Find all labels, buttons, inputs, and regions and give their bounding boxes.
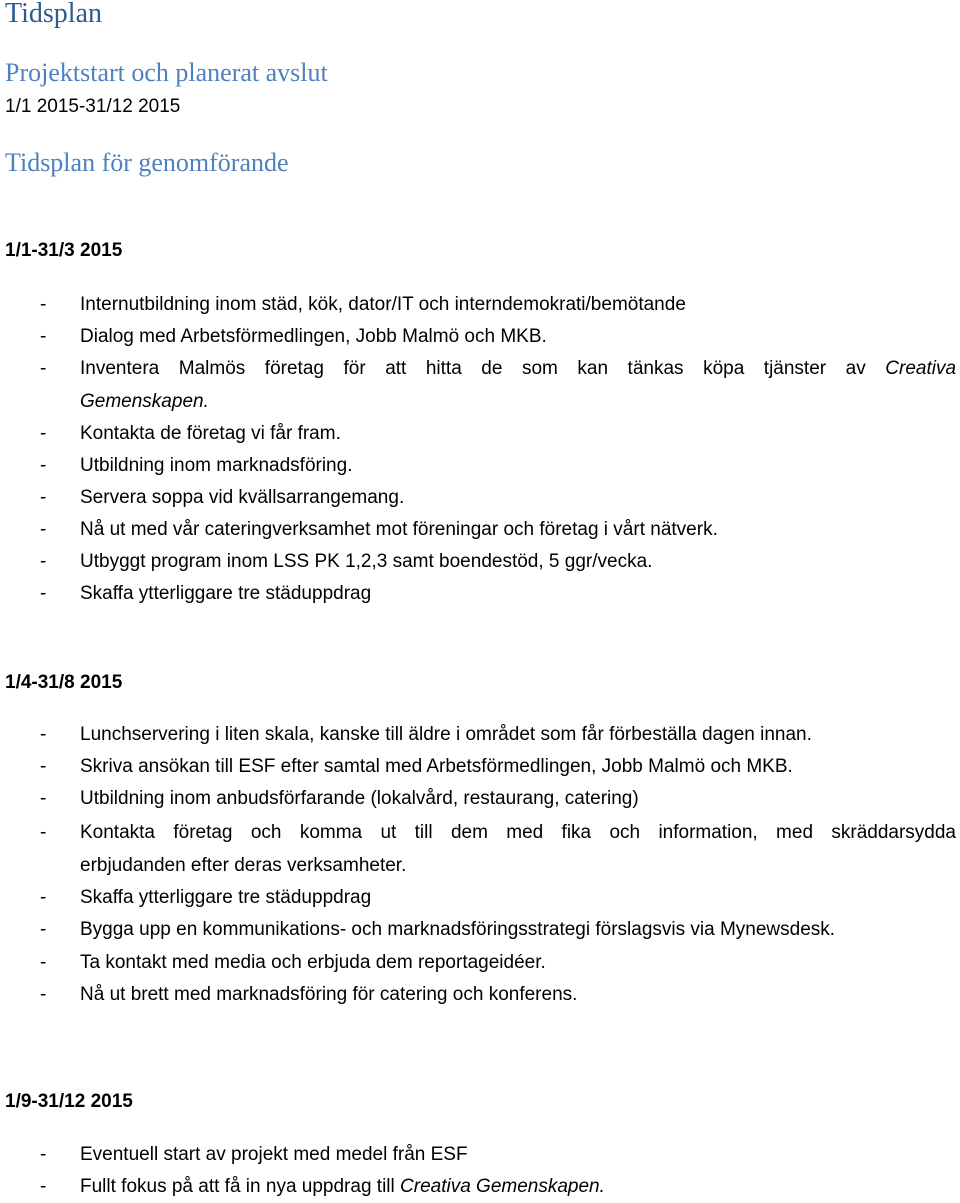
phase-1-item-text: Inventera Malmös företag för att hitta de som kan tänkas köpa tjänster av — [80, 358, 866, 379]
bullet-dash: - — [40, 1144, 47, 1165]
bullet-dash: - — [40, 583, 47, 604]
phase-2-title: 1/4-31/8 2015 — [5, 672, 123, 693]
phase-1-item: Utbildning inom marknadsföring. — [80, 455, 353, 476]
phase-2-item: Bygga upp en kommunikations- och marknadsföringsstrategi förslagsvis via Mynewsdesk. — [80, 919, 836, 940]
phase-1-item — [80, 353, 956, 417]
bullet-dash: - — [40, 487, 47, 508]
schedule-heading: Tidsplan för genomförande — [5, 148, 289, 177]
phase-2-item: Utbildning inom anbudsförfarande (lokalvård, restaurang, catering) — [80, 788, 639, 809]
bullet-dash: - — [40, 756, 47, 777]
phase-3-item-italic: Creativa Gemenskapen. — [400, 1176, 605, 1197]
phase-2-item-continuation: erbjudanden efter deras verksamheter. — [80, 855, 407, 876]
phase-1-item-italic: Gemenskapen. — [80, 391, 209, 412]
phase-1-item: Dialog med Arbetsförmedlingen, Jobb Malmö och MKB. — [80, 326, 547, 347]
phase-2-item: Nå ut brett med marknadsföring för catering och konferens. — [80, 984, 578, 1005]
phase-1-item: Utbyggt program inom LSS PK 1,2,3 samt boendestöd, 5 ggr/vecka. — [80, 551, 653, 572]
page-title: Tidsplan — [5, 0, 103, 29]
phase-3-title: 1/9-31/12 2015 — [5, 1091, 133, 1112]
bullet-dash: - — [40, 519, 47, 540]
phase-1-item: Servera soppa vid kvällsarrangemang. — [80, 487, 405, 508]
phase-1-item-continuation — [80, 389, 209, 415]
bullet-dash: - — [40, 1176, 47, 1197]
phase-1-item: Nå ut med vår cateringverksamhet mot föreningar och företag i vårt nätverk. — [80, 519, 718, 540]
bullet-dash: - — [40, 724, 47, 745]
phase-2-item: Lunchservering i liten skala, kanske till äldre i området som får förbeställa dagen innan. — [80, 724, 812, 745]
phase-2-item: Skriva ansökan till ESF efter samtal med Arbetsförmedlingen, Jobb Malmö och MKB. — [80, 756, 793, 777]
bullet-dash: - — [40, 788, 47, 809]
bullet-dash: - — [40, 551, 47, 572]
bullet-dash: - — [40, 919, 47, 940]
phase-1-item-italic: Creativa — [885, 358, 957, 379]
phase-3-item-text: Fullt fokus på att få in nya uppdrag till — [80, 1176, 395, 1197]
bullet-dash: - — [40, 952, 47, 973]
bullet-dash: - — [40, 358, 47, 379]
bullet-dash: - — [40, 326, 47, 347]
bullet-dash: - — [40, 822, 47, 843]
phase-1-item: Internutbildning inom städ, kök, dator/IT och interndemokrati/bemötande — [80, 294, 686, 315]
phase-1-item: Kontakta de företag vi får fram. — [80, 423, 341, 444]
phase-1-title: 1/1-31/3 2015 — [5, 240, 123, 261]
bullet-dash: - — [40, 887, 47, 908]
bullet-dash: - — [40, 423, 47, 444]
project-period-dates: 1/1 2015-31/12 2015 — [5, 96, 181, 117]
phase-2-item: Ta kontakt med media och erbjuda dem reportageidéer. — [80, 952, 546, 973]
phase-2-item: Kontakta företag och komma ut till dem med fika och information, med skräddarsydda — [80, 822, 956, 843]
bullet-dash: - — [40, 294, 47, 315]
bullet-dash: - — [40, 455, 47, 476]
phase-3-item — [80, 1171, 956, 1203]
phase-3-item: Eventuell start av projekt med medel från ESF — [80, 1144, 468, 1165]
project-period-heading: Projektstart och planerat avslut — [5, 58, 328, 87]
bullet-dash: - — [40, 984, 47, 1005]
phase-2-item: Skaffa ytterliggare tre städuppdrag — [80, 887, 372, 908]
phase-1-item: Skaffa ytterliggare tre städuppdrag — [80, 583, 372, 604]
